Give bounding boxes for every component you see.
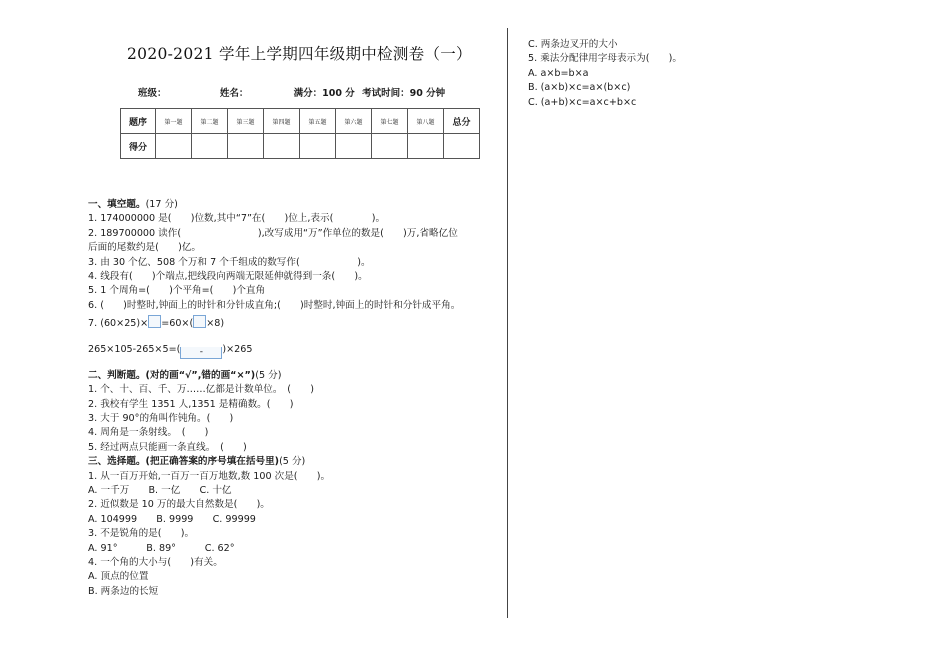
q7-part-b: =60×( xyxy=(161,318,194,330)
question-2-3: 3. 大于 90°的角叫作钝角。( ) xyxy=(88,413,234,425)
exam-title: 2020-2021 学年上学期四年级期中检测卷（一） xyxy=(127,45,472,63)
score-cell[interactable] xyxy=(336,134,372,159)
section-1-heading xyxy=(88,198,460,212)
question-3-4-option-b: B. 两条边的长短 xyxy=(88,585,159,597)
exam-info xyxy=(138,85,449,99)
col-3: 第三题 xyxy=(228,109,264,134)
score-cell[interactable] xyxy=(192,134,228,159)
class-label: 班级： xyxy=(138,88,167,99)
section-2-title: 二、判断题。(对的画“√”,错的画“×”) xyxy=(88,369,256,381)
section-3-heading xyxy=(88,455,460,469)
score-cell[interactable] xyxy=(228,134,264,159)
section-1-title: 一、填空题。 xyxy=(88,199,146,210)
row-header-tixu: 题序 xyxy=(121,109,156,134)
question-3-1: 1. 从一百万开始,一百万一百万地数,数 100 次是( )。 xyxy=(88,470,331,482)
score-cell[interactable] xyxy=(408,134,444,159)
question-2-1: 1. 个、十、百、千、万……亿都是计数单位。 ( ) xyxy=(88,384,314,396)
answer-double-box[interactable] xyxy=(180,347,222,359)
col-8: 第八题 xyxy=(408,109,444,134)
q7-part-c: ×8) xyxy=(206,318,225,330)
question-2-5: 5. 经过两点只能画一条直线。 ( ) xyxy=(88,441,247,453)
col-total: 总分 xyxy=(444,109,480,134)
row-header-defen: 得分 xyxy=(121,134,156,159)
question-3-5-option-b: B. (a×b)×c=a×(b×c) xyxy=(528,82,631,94)
question-3-3-options: A. 91° B. 89° C. 62° xyxy=(88,542,235,554)
name-label: 姓名： xyxy=(219,88,249,99)
col-7: 第七题 xyxy=(372,109,408,134)
section-2-points: (5 分) xyxy=(255,369,282,381)
question-3-3: 3. 不是锐角的是( )。 xyxy=(88,528,195,540)
q7-part-a: 7. (60×25)× xyxy=(88,318,149,330)
question-1-6: 6. ( )时整时,钟面上的时针和分针成直角;( )时整时,钟面上的时针和分针成平角。 xyxy=(88,299,461,311)
score-cell[interactable] xyxy=(264,134,300,159)
question-3-1-options: A. 一千万 B. 一亿 C. 十亿 xyxy=(88,485,232,497)
right-column-content xyxy=(528,38,682,110)
q8-part-a: 265×105-265×5=( xyxy=(88,343,181,355)
section-3-title: 三、选择题。(把正确答案的序号填在括号里) xyxy=(88,456,280,468)
column-divider xyxy=(507,28,508,618)
score-cell-total[interactable] xyxy=(444,134,480,159)
score-table-header-row xyxy=(121,109,480,134)
question-3-2: 2. 近似数是 10 万的最大自然数是( )。 xyxy=(88,499,270,511)
question-1-2a: 2. 189700000 读作( ),改写成用“万”作单位的数是( )万,省略亿位 xyxy=(88,227,458,239)
q8-minus: - xyxy=(199,346,203,357)
question-3-4: 4. 一个角的大小与( )有关。 xyxy=(88,556,223,568)
section-3-points: (5 分) xyxy=(279,456,306,468)
question-3-4-option-a: A. 顶点的位置 xyxy=(88,571,149,583)
question-3-5-option-c: C. (a+b)×c=a×c+b×c xyxy=(528,96,637,108)
answer-box[interactable] xyxy=(193,315,206,328)
col-2: 第二题 xyxy=(192,109,228,134)
question-1-4: 4. 线段有( )个端点,把线段向两端无限延伸就得到一条( )。 xyxy=(88,270,368,282)
q8-part-c: )×265 xyxy=(222,343,253,355)
question-2-2: 2. 我校有学生 1351 人,1351 是精确数。( ) xyxy=(88,398,294,410)
question-1-5: 5. 1 个周角=( )个平角=( )个直角 xyxy=(88,285,266,297)
score-table xyxy=(120,108,480,159)
question-1-1: 1. 174000000 是( )位数,其中“7”在( )位上,表示( )。 xyxy=(88,213,386,225)
question-1-3: 3. 由 30 个亿、508 个万和 7 个千组成的数写作( )。 xyxy=(88,256,371,268)
question-3-5-option-a: A. a×b=b×a xyxy=(528,67,589,79)
answer-box[interactable] xyxy=(148,315,161,328)
full-score-label: 满分：100 分 xyxy=(293,88,355,99)
question-3-4-option-c: C. 两条边叉开的大小 xyxy=(528,39,618,50)
section-1-points: (17 分) xyxy=(145,199,178,210)
question-2-4: 4. 周角是一条射线。 ( ) xyxy=(88,427,209,439)
score-cell[interactable] xyxy=(156,134,192,159)
question-3-2-options: A. 104999 B. 9999 C. 99999 xyxy=(88,513,256,525)
exam-time-label: 考试时间：90 分钟 xyxy=(362,88,446,99)
col-6: 第六题 xyxy=(336,109,372,134)
question-1-2b: 后面的尾数约是( )亿。 xyxy=(88,242,202,254)
col-4: 第四题 xyxy=(264,109,300,134)
score-table-score-row xyxy=(121,134,480,159)
col-5: 第五题 xyxy=(300,109,336,134)
score-cell[interactable] xyxy=(372,134,408,159)
section-2-heading xyxy=(88,369,460,383)
question-1-7 xyxy=(88,315,460,329)
question-1-8 xyxy=(88,343,460,357)
col-1: 第一题 xyxy=(156,109,192,134)
question-3-5: 5. 乘法分配律用字母表示为( )。 xyxy=(528,53,683,65)
left-column-content xyxy=(88,198,460,599)
score-cell[interactable] xyxy=(300,134,336,159)
